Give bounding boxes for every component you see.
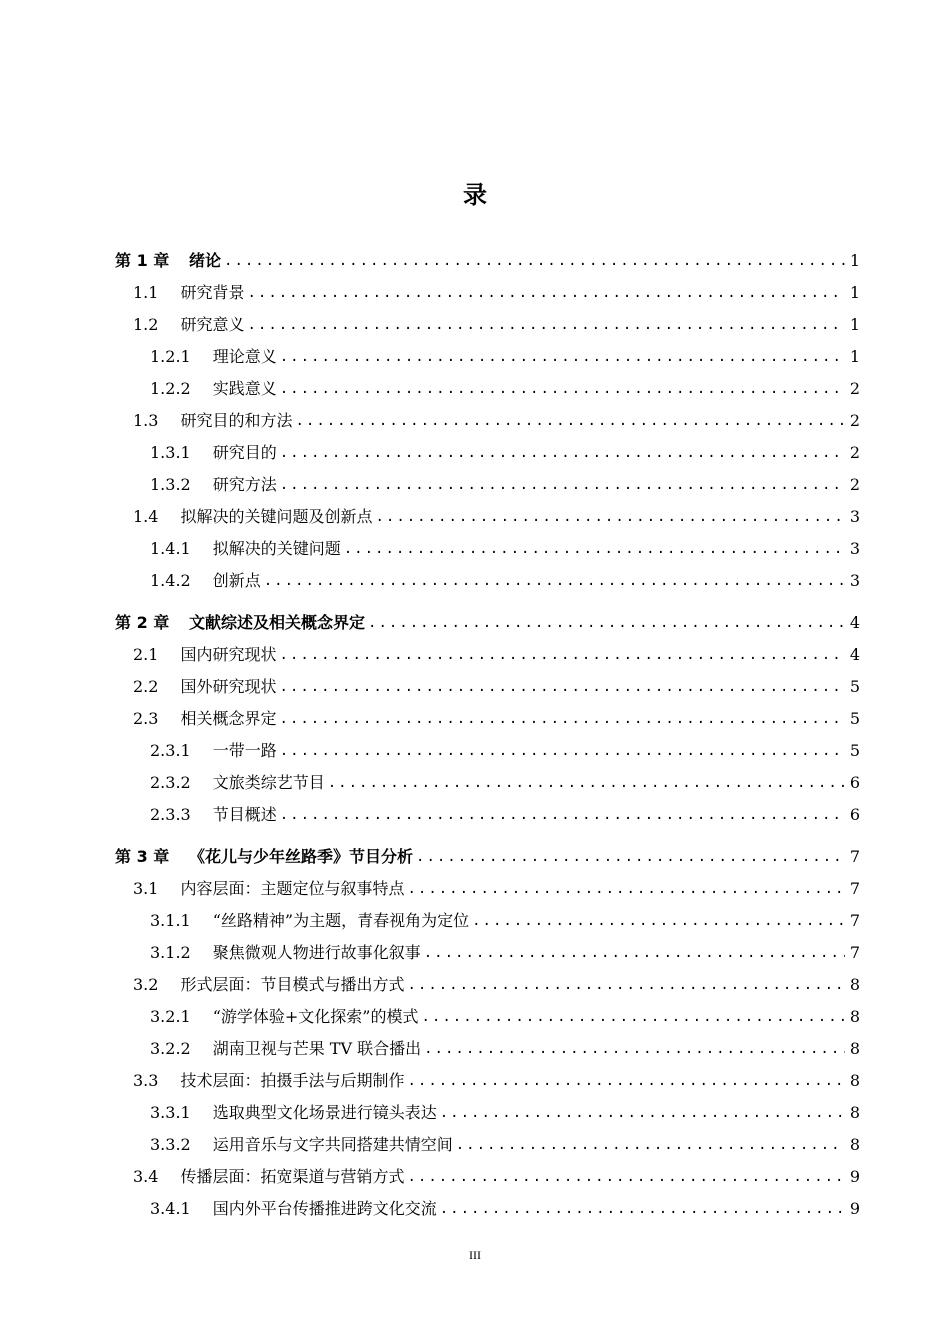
- toc-entry-title: 研究背景: [180, 283, 245, 302]
- toc-entry-title: 国内外平台传播推进跨文化交流: [212, 1199, 437, 1218]
- toc-entry-title: 文献综述及相关概念界定: [189, 613, 366, 632]
- toc-entry-title: 国内研究现状: [180, 645, 277, 664]
- toc-entry-number: 1.4.2: [150, 571, 191, 590]
- toc-entry-page: 1: [849, 315, 860, 334]
- toc-entry-page: 4: [849, 613, 860, 632]
- page-title: 录: [463, 181, 487, 209]
- dot-leader: [280, 469, 845, 501]
- toc-entry-number: 3.1.1: [150, 911, 191, 930]
- toc-entry[interactable]: [150, 437, 860, 469]
- dot-leader: [407, 969, 845, 1001]
- toc-entry-page: 7: [849, 911, 860, 930]
- toc-entry-page: 3: [849, 507, 860, 526]
- toc-entry-number: 3.2.1: [150, 1007, 191, 1026]
- toc-entry-title: 湖南卫视与芒果 TV 联合播出: [212, 1039, 422, 1058]
- toc-entry[interactable]: [150, 1193, 860, 1225]
- toc-entry-page: 8: [849, 1071, 860, 1090]
- toc-entry-title: 实践意义: [212, 379, 277, 398]
- toc-entry-page: 2: [849, 443, 860, 462]
- toc-entry-title: 一带一路: [212, 741, 277, 760]
- toc-entry[interactable]: [115, 841, 860, 873]
- toc-entry-number: 1.4.1: [150, 539, 191, 558]
- toc-entry[interactable]: [133, 969, 860, 1001]
- toc-entry-page: 2: [849, 379, 860, 398]
- toc-entry-number: 2.3.1: [150, 741, 191, 760]
- dot-leader: [416, 841, 845, 873]
- toc-entry-title: 绪论: [189, 251, 222, 270]
- toc-entry-title: “丝路精神”为主题，青春视角为定位: [212, 911, 470, 930]
- toc-entry-page: 9: [849, 1167, 860, 1186]
- toc-entry-page: 3: [849, 539, 860, 558]
- toc-entry-number: 2.3.2: [150, 773, 191, 792]
- toc-entry-title: 研究目的: [212, 443, 277, 462]
- dot-leader: [407, 1065, 845, 1097]
- toc-entry-title: “游学体验+文化探索”的模式: [212, 1007, 419, 1026]
- page-number: III: [469, 1248, 481, 1262]
- toc-entry-number: 1.4: [133, 507, 159, 526]
- dot-leader: [456, 1129, 845, 1161]
- toc-entry-page: 1: [849, 251, 860, 270]
- toc-entry-number: 3.1: [133, 879, 159, 898]
- toc-entry[interactable]: [133, 501, 860, 533]
- dot-leader: [279, 639, 845, 671]
- toc-entry-number: 2.2: [133, 677, 159, 696]
- dot-leader: [440, 1193, 845, 1225]
- dot-leader: [280, 373, 845, 405]
- toc-entry-number: 3.2: [133, 975, 159, 994]
- toc-entry-page: 2: [849, 411, 860, 430]
- toc-entry[interactable]: [133, 671, 860, 703]
- toc-entry-title: 国外研究现状: [180, 677, 277, 696]
- toc-entry[interactable]: [150, 341, 860, 373]
- toc-entry[interactable]: [133, 703, 860, 735]
- toc-entry-number: 3.4: [133, 1167, 159, 1186]
- toc-entry-page: 6: [849, 805, 860, 824]
- toc-entry[interactable]: [150, 937, 860, 969]
- toc-entry-number: 2.1: [133, 645, 159, 664]
- toc-entry[interactable]: [133, 277, 860, 309]
- toc-entry-number: 3.1.2: [150, 943, 191, 962]
- toc-entry-page: 8: [849, 1103, 860, 1122]
- toc-entry-title: 文旅类综艺节目: [212, 773, 325, 792]
- toc-entry-number: 第 2 章: [115, 613, 170, 632]
- toc-entry-number: 3.3: [133, 1071, 159, 1090]
- toc-entry-title: 研究目的和方法: [180, 411, 293, 430]
- toc-entry-title: 选取典型文化场景进行镜头表达: [212, 1103, 437, 1122]
- toc-entry-number: 1.2.2: [150, 379, 191, 398]
- toc-entry-title: 《花儿与少年丝路季》节目分析: [189, 847, 414, 866]
- toc-entry-number: 1.2.1: [150, 347, 191, 366]
- dot-leader: [344, 533, 845, 565]
- toc-entry-page: 7: [849, 847, 860, 866]
- toc-entry-page: 7: [849, 943, 860, 962]
- toc-entry-number: 第 1 章: [115, 251, 170, 270]
- dot-leader: [424, 1033, 845, 1065]
- toc-entry[interactable]: [150, 565, 860, 597]
- toc-entry[interactable]: [150, 1033, 860, 1065]
- dot-leader: [224, 245, 845, 277]
- toc-entry-number: 第 3 章: [115, 847, 170, 866]
- toc-entry-title: 理论意义: [212, 347, 277, 366]
- toc-entry-title: 拟解决的关键问题及创新点: [180, 507, 373, 526]
- toc-entry[interactable]: [150, 1001, 860, 1033]
- toc-entry[interactable]: [150, 799, 860, 831]
- dot-leader: [368, 607, 845, 639]
- toc-entry-page: 7: [849, 879, 860, 898]
- dot-leader: [295, 405, 845, 437]
- toc-entry[interactable]: [133, 309, 860, 341]
- toc-entry-title: 传播层面：拓宽渠道与营销方式: [180, 1167, 405, 1186]
- toc-entry-page: 3: [849, 571, 860, 590]
- toc-entry[interactable]: [133, 405, 860, 437]
- dot-leader: [264, 565, 845, 597]
- toc-entry-title: 聚焦微观人物进行故事化叙事: [212, 943, 421, 962]
- toc-entry[interactable]: [150, 1097, 860, 1129]
- toc-entry[interactable]: [133, 1065, 860, 1097]
- dot-leader: [280, 735, 845, 767]
- toc-entry-title: 研究意义: [180, 315, 245, 334]
- toc-entry-page: 8: [849, 975, 860, 994]
- dot-leader: [407, 1161, 845, 1193]
- toc-entry[interactable]: [150, 767, 860, 799]
- toc-entry-page: 8: [849, 1007, 860, 1026]
- toc-entry[interactable]: [150, 373, 860, 405]
- toc-entry[interactable]: [115, 245, 860, 277]
- toc-entry-page: 4: [849, 645, 860, 664]
- toc-entry-page: 6: [849, 773, 860, 792]
- toc-entry-number: 1.3.1: [150, 443, 191, 462]
- toc-entry-page: 1: [849, 283, 860, 302]
- toc-entry[interactable]: [133, 639, 860, 671]
- dot-leader: [375, 501, 845, 533]
- dot-leader: [472, 905, 845, 937]
- toc-entry-page: 8: [849, 1135, 860, 1154]
- toc-entry-number: 3.2.2: [150, 1039, 191, 1058]
- toc-entry[interactable]: [150, 533, 860, 565]
- toc-entry[interactable]: [150, 469, 860, 501]
- toc-entry[interactable]: [133, 1161, 860, 1193]
- toc-entry-title: 内容层面：主题定位与叙事特点: [180, 879, 405, 898]
- toc-entry[interactable]: [150, 905, 860, 937]
- toc-entry-page: 8: [849, 1039, 860, 1058]
- toc-entry-number: 3.3.1: [150, 1103, 191, 1122]
- toc-entry-page: 1: [849, 347, 860, 366]
- toc-entry[interactable]: [150, 1129, 860, 1161]
- dot-leader: [422, 1001, 846, 1033]
- dot-leader: [247, 309, 845, 341]
- toc-entry-page: 5: [849, 677, 860, 696]
- toc-entry-number: 2.3.3: [150, 805, 191, 824]
- toc-entry-page: 9: [849, 1199, 860, 1218]
- dot-leader: [247, 277, 845, 309]
- dot-leader: [279, 703, 845, 735]
- toc-entry-page: 5: [849, 741, 860, 760]
- toc-entry-title: 相关概念界定: [180, 709, 277, 728]
- toc-entry-number: 1.3: [133, 411, 159, 430]
- toc-entry-number: 2.3: [133, 709, 159, 728]
- toc-entry-title: 运用音乐与文字共同搭建共情空间: [212, 1135, 453, 1154]
- toc-entry[interactable]: [150, 735, 860, 767]
- toc-entry-title: 创新点: [212, 571, 261, 590]
- toc-entry-number: 1.3.2: [150, 475, 191, 494]
- toc-entry-number: 1.2: [133, 315, 159, 334]
- toc-entry-title: 拟解决的关键问题: [212, 539, 341, 558]
- toc-entry-title: 技术层面：拍摄手法与后期制作: [180, 1071, 405, 1090]
- toc-entry-number: 1.1: [133, 283, 159, 302]
- dot-leader: [280, 341, 845, 373]
- dot-leader: [328, 767, 845, 799]
- dot-leader: [424, 937, 845, 969]
- toc-entry-page: 5: [849, 709, 860, 728]
- toc-entry-number: 3.4.1: [150, 1199, 191, 1218]
- dot-leader: [279, 671, 845, 703]
- toc-entry-page: 2: [849, 475, 860, 494]
- dot-leader: [407, 873, 845, 905]
- dot-leader: [280, 437, 845, 469]
- dot-leader: [440, 1097, 845, 1129]
- toc-entry-number: 3.3.2: [150, 1135, 191, 1154]
- toc-entry[interactable]: [133, 873, 860, 905]
- toc-entry-title: 研究方法: [212, 475, 277, 494]
- toc-entry-title: 节目概述: [212, 805, 277, 824]
- toc-entry-title: 形式层面：节目模式与播出方式: [180, 975, 405, 994]
- dot-leader: [280, 799, 845, 831]
- toc-entry[interactable]: [115, 607, 860, 639]
